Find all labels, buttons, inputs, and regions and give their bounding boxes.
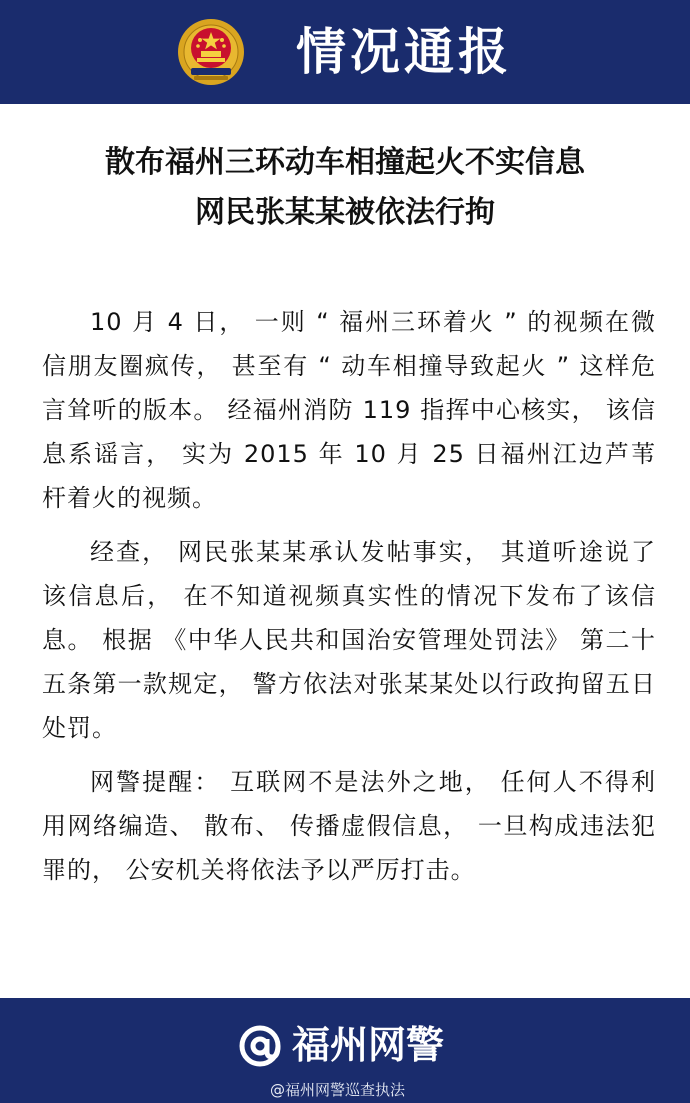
notice-body (42, 300, 656, 902)
title-line-1: 散布福州三环动车相撞起火不实信息 (105, 145, 585, 180)
at-sign-icon (236, 1022, 284, 1070)
weibo-handle: @福州网警巡查执法 (270, 1081, 406, 1099)
paragraph-investigation: 经查， 网民张某某承认发帖事实， 其道听途说了该信息后， 在不知道视频真实性的情况下发布了该信息。 根据 《中华人民共和国治安管理处罚法》 第二十五条第一款规定， 警方依法对张某某处以行政拘留五日处罚。 (42, 538, 656, 742)
header-banner (0, 0, 690, 104)
paragraph-incident: 10 月 4 日， 一则 “ 福州三环着火 ” 的视频在微信朋友圈疯传， 甚至有 “ 动车相撞导致起火 ” 这样危言耸听的版本。 经福州消防 119 指挥中心核实， 该信息系谣言， 实为 2015 年 10 月 25 日福州江边芦苇杆着火的视频。 (42, 308, 656, 512)
police-emblem-icon (177, 18, 245, 86)
bulletin-heading: 情况通报 (296, 22, 512, 81)
paragraph-reminder: 网警提醒： 互联网不是法外之地， 任何人不得利用网络编造、 散布、 传播虚假信息， 一旦构成违法犯罪的， 公安机关将依法予以严厉打击。 (42, 768, 656, 884)
notice-title (0, 138, 690, 238)
title-line-2: 网民张某某被依法行拘 (195, 195, 495, 230)
footer-brand: 福州网警 (292, 1023, 445, 1067)
